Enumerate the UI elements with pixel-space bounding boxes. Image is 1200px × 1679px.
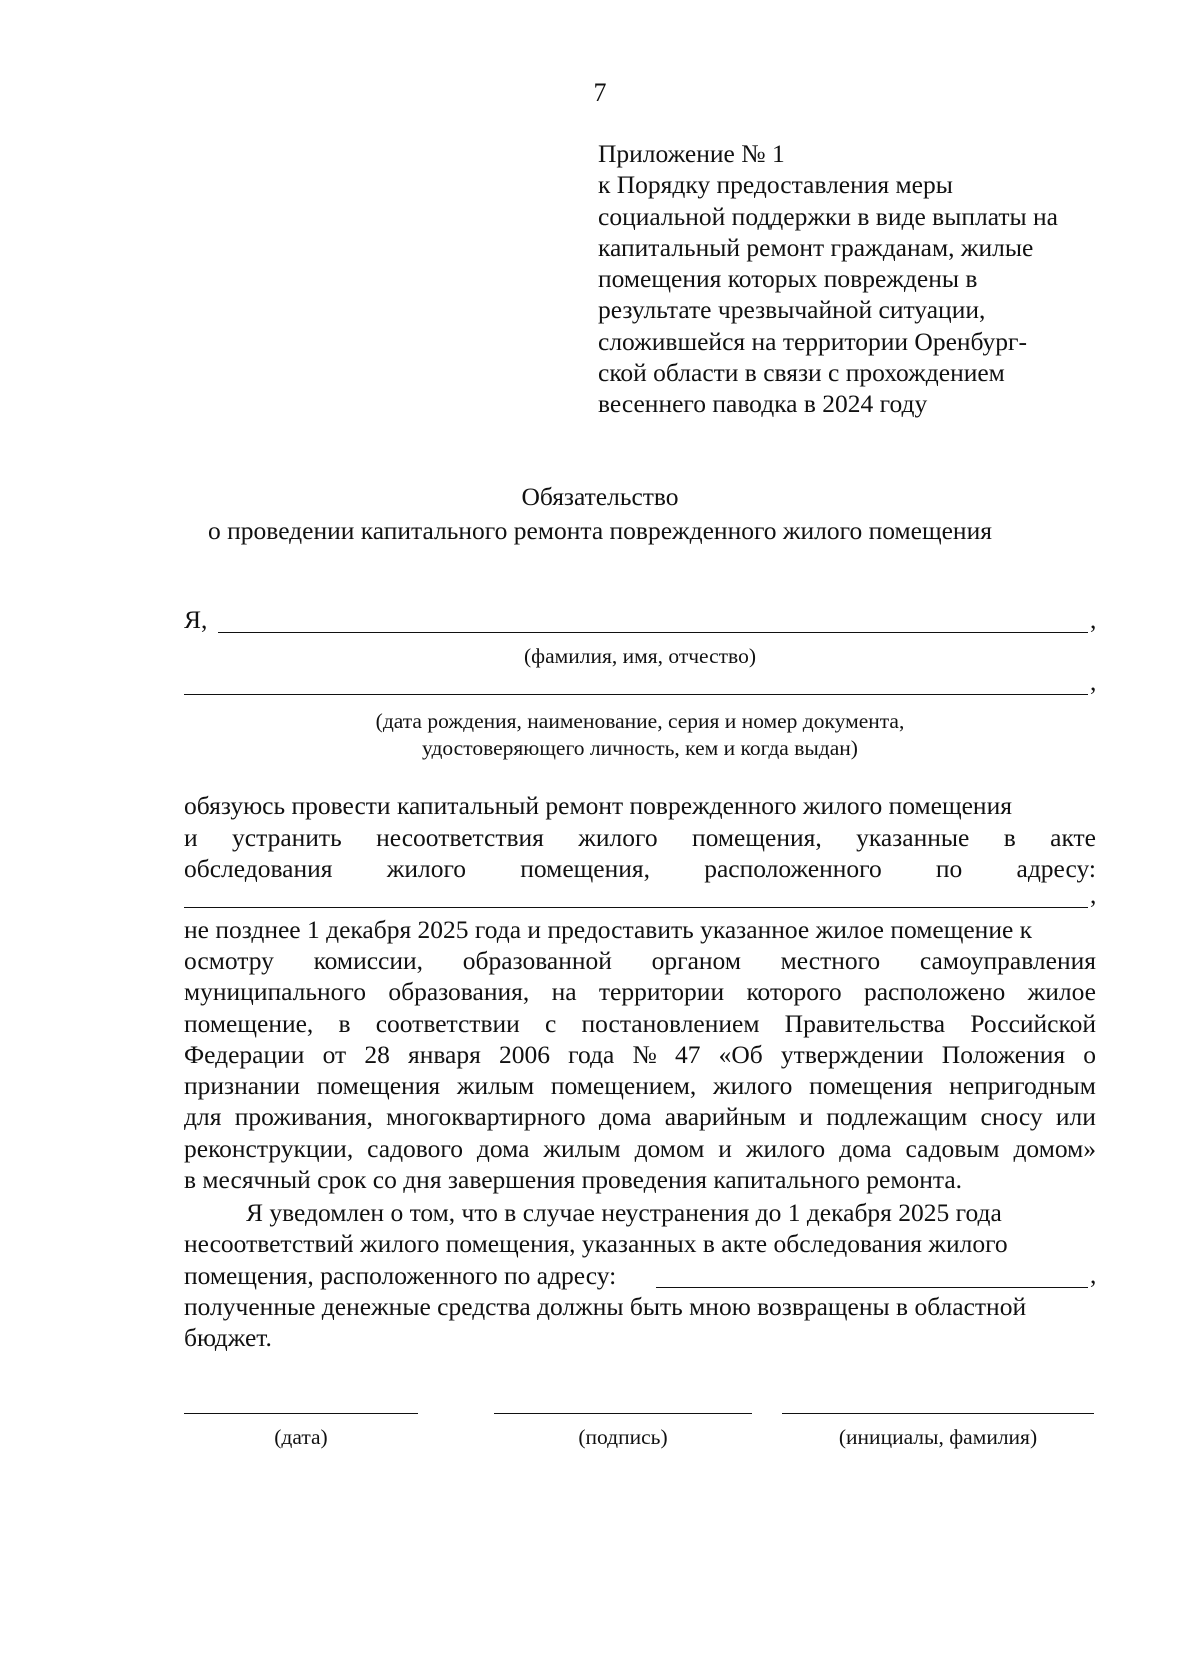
- document-subtitle: о проведении капитального ремонта поврежденного жилого помещения: [208, 516, 992, 545]
- word: подлежащим: [826, 1102, 968, 1131]
- comma: ,: [1090, 667, 1097, 696]
- word: жилого: [713, 1071, 793, 1100]
- word: и: [184, 823, 198, 852]
- word: января: [407, 1040, 481, 1069]
- comma: ,: [1090, 1260, 1097, 1289]
- word: для: [184, 1102, 222, 1131]
- word: помещения: [809, 1071, 933, 1100]
- word: помещение,: [184, 1009, 314, 1038]
- word: в: [338, 1009, 351, 1038]
- word: на: [551, 977, 577, 1006]
- body-line: несоответствий жилого помещения, указанных в акте обследования жилого: [184, 1229, 1008, 1258]
- date-input-line[interactable]: [184, 1413, 418, 1414]
- word: которого: [746, 977, 842, 1006]
- document-title: Обязательство: [521, 482, 679, 511]
- appendix-header: [598, 138, 1118, 420]
- caption-fio: (фамилия, имя, отчество): [524, 644, 756, 668]
- word: расположено: [863, 977, 1006, 1006]
- word: многоквартирного: [386, 1102, 586, 1131]
- page-number: 7: [593, 78, 607, 107]
- body-line-justified: [184, 853, 1096, 884]
- word: территории: [598, 977, 725, 1006]
- word: дома: [839, 1134, 892, 1163]
- word: помещения: [316, 1071, 441, 1100]
- word: жилым: [456, 1071, 535, 1100]
- word: органом: [651, 946, 741, 975]
- word: Правительства: [784, 1009, 946, 1038]
- text: обязуюсь провести капитальный ремонт поврежденного жилого помещения: [184, 791, 1012, 820]
- word: указанные: [856, 823, 970, 852]
- word: реконструкции,: [184, 1134, 354, 1163]
- word: жилым: [543, 1134, 621, 1163]
- word: садовым: [905, 1134, 1000, 1163]
- caption-signature: (подпись): [578, 1425, 668, 1449]
- caption-name: (инициалы, фамилия): [838, 1425, 1038, 1449]
- word: адресу:: [1016, 854, 1096, 883]
- word: №: [632, 1040, 657, 1069]
- word: о: [1083, 1040, 1096, 1069]
- word: соответствии: [375, 1009, 520, 1038]
- word: проживания,: [234, 1102, 373, 1131]
- appendix-line: сложившейся на территории Оренбург-: [598, 326, 1027, 356]
- word: 2006: [499, 1040, 551, 1069]
- appendix-line: к Порядку предоставления меры: [598, 170, 953, 200]
- body-line: [184, 790, 1096, 821]
- appendix-line: помещения которых повреждены в: [598, 264, 978, 294]
- body-line: полученные денежные средства должны быть мною возвращены в областной: [184, 1292, 1027, 1321]
- word: или: [1055, 1102, 1096, 1131]
- word: домом: [634, 1134, 705, 1163]
- word: дома: [598, 1102, 652, 1131]
- body-line-justified: [184, 822, 1096, 853]
- appendix-line: социальной поддержки в виде выплаты на: [598, 201, 1058, 231]
- appendix-line: весеннего паводка в 2024 году: [598, 389, 928, 419]
- word: самоуправления: [919, 946, 1096, 975]
- word: садового: [367, 1134, 463, 1163]
- word: и: [799, 1102, 813, 1131]
- body-line-justified: [184, 1070, 1096, 1101]
- word: местного: [780, 946, 881, 975]
- appendix-line: результате чрезвычайной ситуации,: [598, 295, 986, 325]
- body-line: помещения, расположенного по адресу:: [184, 1261, 617, 1290]
- caption-date: (дата): [274, 1425, 328, 1449]
- address-input-line[interactable]: [184, 907, 1088, 908]
- word: постановлением: [581, 1009, 760, 1038]
- word: и: [718, 1134, 732, 1163]
- word: помещения,: [692, 823, 822, 852]
- word: помещением,: [550, 1071, 697, 1100]
- signature-input-line[interactable]: [494, 1413, 752, 1414]
- word: жилое: [1027, 977, 1096, 1006]
- word: от: [322, 1040, 347, 1069]
- word: 28: [364, 1040, 390, 1069]
- word: устранить: [232, 823, 342, 852]
- word: аварийным: [664, 1102, 786, 1131]
- word: жилого: [745, 1134, 826, 1163]
- appendix-line: капитальный ремонт гражданам, жилые: [598, 232, 1034, 262]
- word: Российской: [970, 1009, 1096, 1038]
- body-line: Я уведомлен о том, что в случае неустранения до 1 декабря 2025 года: [246, 1198, 1002, 1227]
- word: с: [544, 1009, 557, 1038]
- fio-input-line[interactable]: [218, 632, 1088, 633]
- caption-document-1: (дата рождения, наименование, серия и номер документа,: [375, 709, 905, 733]
- caption-document-2: удостоверяющего личность, кем и когда выдан): [422, 736, 858, 760]
- document-input-line[interactable]: [184, 694, 1088, 695]
- word: непригодным: [949, 1071, 1096, 1100]
- word: сносу: [980, 1102, 1043, 1131]
- word: Федерации: [184, 1040, 305, 1069]
- name-input-line[interactable]: [782, 1413, 1094, 1414]
- word: акте: [1050, 823, 1096, 852]
- word: 47: [674, 1040, 701, 1069]
- word: признании: [184, 1071, 301, 1100]
- word: утверждении: [780, 1040, 924, 1069]
- word: в: [1003, 823, 1016, 852]
- word: образования,: [388, 977, 530, 1006]
- word: осмотру: [184, 946, 274, 975]
- word: «Об: [718, 1040, 763, 1069]
- word: образованной: [462, 946, 612, 975]
- word: несоответствия: [376, 823, 544, 852]
- word: года: [568, 1040, 615, 1069]
- comma: ,: [1090, 880, 1097, 909]
- word: по: [935, 854, 963, 883]
- appendix-line: Приложение № 1: [598, 139, 785, 168]
- body-line-justified: [184, 1133, 1096, 1164]
- word: дома: [476, 1134, 530, 1163]
- word: муниципального: [184, 977, 366, 1006]
- comma: ,: [1090, 605, 1097, 634]
- body-line: не позднее 1 декабря 2025 года и предоставить указанное жилое помещение к: [184, 915, 1033, 944]
- word: помещения,: [520, 854, 650, 883]
- body-line-justified: [184, 1101, 1096, 1132]
- word: расположенного: [704, 854, 882, 883]
- address-input-line-2[interactable]: [656, 1287, 1088, 1288]
- body-line-justified: [184, 945, 1096, 976]
- i-label: Я,: [184, 605, 208, 634]
- word: домом»: [1013, 1134, 1096, 1163]
- body-line: в месячный срок со дня завершения проведения капитального ремонта.: [184, 1165, 963, 1194]
- word: обследования: [184, 854, 333, 883]
- body-line: бюджет.: [184, 1323, 272, 1352]
- word: комиссии,: [313, 946, 424, 975]
- word: жилого: [386, 854, 467, 883]
- word: жилого: [578, 823, 658, 852]
- body-line-justified: [184, 976, 1096, 1007]
- word: Положения: [941, 1040, 1066, 1069]
- appendix-line: ской области в связи с прохождением: [598, 358, 1005, 388]
- body-line-justified: [184, 1008, 1096, 1039]
- body-line-justified: [184, 1039, 1096, 1070]
